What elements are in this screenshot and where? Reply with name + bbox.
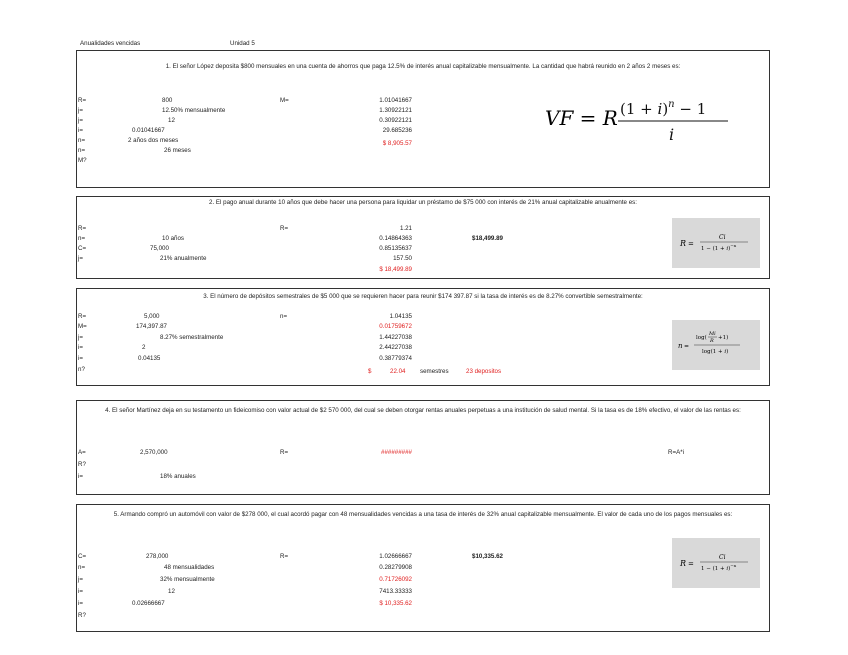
p3-value-periods: 2 xyxy=(142,344,146,351)
p3-calc-3: 1.44227038 xyxy=(379,334,412,341)
p2-calc-4: 157.50 xyxy=(393,255,412,262)
p1-value-term: 2 años dos meses xyxy=(128,137,179,144)
p2-label-j: j= xyxy=(78,255,83,262)
p3-result-value: 22.04 xyxy=(390,368,406,375)
p5-label-r: R? xyxy=(78,612,86,619)
p3-result-unit: semestres xyxy=(420,368,449,375)
p5-calc-2: 0.28279908 xyxy=(379,564,412,571)
p1-m-label: M= xyxy=(280,97,289,104)
p5-label-n: n= xyxy=(78,564,86,571)
p1-calc-1: 1.01041667 xyxy=(379,97,412,104)
p3-calc-4: 2.44227038 xyxy=(379,344,412,351)
p3-value-m: 174,397.87 xyxy=(136,323,167,330)
p5-label-i: i= xyxy=(78,588,83,595)
svg-text:R: R xyxy=(680,239,687,248)
svg-text:=: = xyxy=(684,343,690,350)
p3-result-symbol: $ xyxy=(368,368,372,375)
p4-label-i: i= xyxy=(78,473,83,480)
problem-1-statement: 1. El señor López deposita $800 mensuales en una cuenta de ahorros que paga 12.5% de interés anual capitalizable mensualmente. La cantidad que habrá reunido en 2 años 2 meses es: xyxy=(165,63,681,70)
p4-result: ######### xyxy=(381,449,412,456)
p1-label-i: i= xyxy=(78,127,83,134)
p5-value-c: 278,000 xyxy=(146,553,169,560)
p1-label-r: R= xyxy=(78,97,87,104)
svg-text:Ci: Ci xyxy=(719,234,726,241)
svg-text:(1 + i)n − 1: $(1 + i)^n - 1$ xyxy=(620,99,707,118)
p1-value-periods: 12 xyxy=(168,117,175,124)
p3-label-j: j= xyxy=(78,334,83,341)
svg-text:log(: log( xyxy=(696,335,707,341)
problem-5-statement: 5. Armando compró un automóvil con valor de $278 000, el cual acordó pagar con 48 mensualidades vencidas a una tasa de interés de 32% anual capitalizable mensualmente. El valor de cada uno de los pagos mensuales es: xyxy=(113,511,733,518)
p3-calc-2: 0.01759672 xyxy=(379,323,412,330)
p1-label-n: n= xyxy=(78,137,86,144)
p1-calc-2: 1.30922121 xyxy=(379,107,412,114)
p5-calc-1: 1.02666667 xyxy=(379,553,412,560)
p2-r-label: R= xyxy=(280,225,289,232)
payment-formula-image xyxy=(672,218,760,268)
p5-r-label: R= xyxy=(280,553,289,560)
document-title: Anualidades vencidas xyxy=(80,40,141,47)
p1-label-j: j= xyxy=(78,107,83,114)
p1-value-r: 800 xyxy=(162,97,173,104)
p5-value-n: 48 mensualidades xyxy=(164,564,215,571)
p2-value-rate: 21% anualmente xyxy=(160,255,207,262)
p1-calc-3: 0.30922121 xyxy=(379,117,412,124)
p2-label-c: C= xyxy=(78,245,87,252)
p5-value-periods: 12 xyxy=(168,588,175,595)
p5-calc-4: 7413.33333 xyxy=(379,588,412,595)
p5-label-i2: i= xyxy=(78,600,83,607)
p2-result: $ 18,499.89 xyxy=(379,266,412,273)
p5-result: $ 10,335.62 xyxy=(379,600,412,607)
p4-formula: R=A*i xyxy=(668,449,684,456)
svg-text:R: R xyxy=(680,559,687,568)
p5-label-j: j= xyxy=(78,576,83,583)
p3-result-note: 23 depositos xyxy=(466,368,502,375)
p4-label-a: A= xyxy=(78,449,86,456)
p4-r-label: R= xyxy=(280,449,289,456)
problem-2-statement: 2. El pago anual durante 10 años que debe hacer una persona para liquidar un préstamo de $75 000 con interés de 21% anual capitalizable anualmente es: xyxy=(209,199,637,206)
p5-value-i: 0.02666667 xyxy=(132,600,165,607)
p1-label-m: M? xyxy=(78,157,87,164)
svg-text:=: = xyxy=(688,240,694,248)
svg-text:log(1 + i): log(1 + i) xyxy=(702,349,729,355)
svg-text:1 − (1 + i)−n: $1 - (1 + i)^{-n}$ xyxy=(701,563,737,572)
p3-label-i: i= xyxy=(78,344,83,351)
p4-value-a: 2,570,000 xyxy=(140,449,168,456)
p2-calc-2: 0.14864363 xyxy=(379,235,412,242)
p4-label-r: R? xyxy=(78,461,86,468)
svg-text:VF = R: VF = R xyxy=(545,106,618,130)
p3-label-n: n? xyxy=(78,366,85,373)
p3-label-i2: i= xyxy=(78,355,83,362)
p5-calc-3: 0.71726092 xyxy=(379,576,412,583)
svg-text:Mi: Mi xyxy=(709,331,716,337)
p1-label-j2: j= xyxy=(78,117,83,124)
p1-value-rate: 12.50% mensualmente xyxy=(162,107,226,114)
p3-value-rate: 8.27% semestralmente xyxy=(160,334,224,341)
svg-text:n: n xyxy=(678,342,683,350)
p3-n-label: n= xyxy=(280,313,288,320)
svg-text:1 − (1 + i)−n: $1 - (1 + i)^{-n}$ xyxy=(701,243,737,252)
svg-text:R: R xyxy=(710,338,714,344)
p1-value-i: 0.01041667 xyxy=(132,127,165,134)
loan-payment-formula-image xyxy=(672,538,760,588)
number-of-payments-formula-image xyxy=(672,320,760,370)
future-value-formula xyxy=(545,94,740,146)
p2-label-n: n= xyxy=(78,235,86,242)
p3-label-r: R= xyxy=(78,313,87,320)
p3-calc-5: 0.38779374 xyxy=(379,355,412,362)
unit-label: Unidad 5 xyxy=(230,40,255,47)
p3-value-i: 0.04135 xyxy=(138,355,161,362)
svg-text:=: = xyxy=(688,560,694,568)
p2-calc-3: 0.85135637 xyxy=(379,245,412,252)
p1-label-n2: n= xyxy=(78,147,86,154)
svg-text:i: i xyxy=(669,125,675,144)
problem-3-statement: 3. El número de depósitos semestrales de $5 000 que se requieren hacer para reunir $174 397.87 si la tasa de interés es de 8.27% convertible semestralmente: xyxy=(203,293,643,300)
problem-4-statement: 4. El señor Martínez deja en su testamento un fideicomiso con valor actual de $2 570 000, del cual se deben otorgar rentas anuales perpetuas a una institución de salud mental. Si la tasa es de 18% efectivo, el valor de las rentas es: xyxy=(105,407,741,414)
p2-label-r: R= xyxy=(78,225,87,232)
p3-label-m: M= xyxy=(78,323,87,330)
p1-value-n: 26 meses xyxy=(164,147,191,154)
svg-text:+1): +1) xyxy=(718,335,729,341)
p3-calc-1: 1.04135 xyxy=(389,313,412,320)
p5-side-value: $10,335.62 xyxy=(472,553,503,560)
p5-label-c: C= xyxy=(78,553,87,560)
p2-value-c: 75,000 xyxy=(150,245,169,252)
p5-value-rate: 32% mensualmente xyxy=(160,576,215,583)
p2-value-n: 10 años xyxy=(162,235,185,242)
p4-value-i: 18% anuales xyxy=(160,473,196,480)
p2-side-value: $18,499.89 xyxy=(472,235,503,242)
p1-calc-4: 29.685236 xyxy=(382,127,412,134)
p2-calc-1: 1.21 xyxy=(399,225,412,232)
p3-value-r: 5,000 xyxy=(144,313,160,320)
svg-text:Ci: Ci xyxy=(719,554,726,561)
p1-result: $ 8,905.57 xyxy=(382,140,412,147)
